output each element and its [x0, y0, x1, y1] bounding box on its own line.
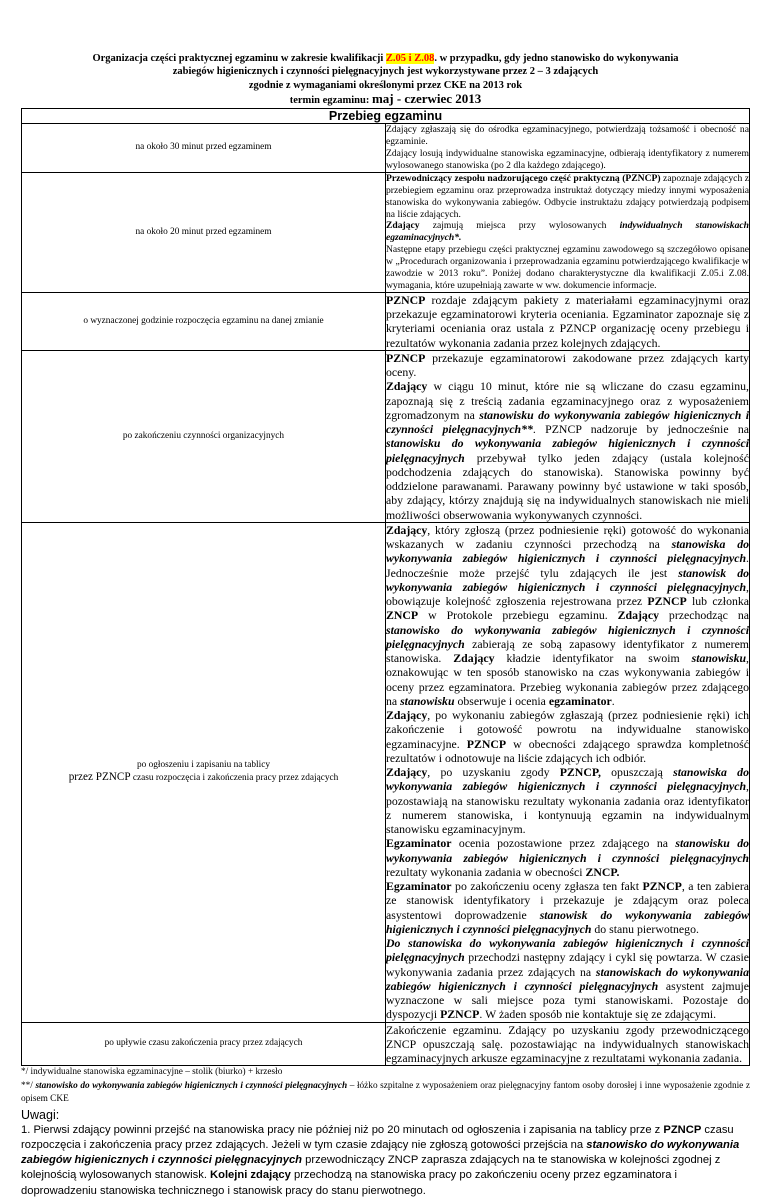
row-description: PZNCP rozdaje zdającym pakiety z materiałami egzaminacyjnymi oraz przekazuje egzaminatorowi kryteria oceniania. Egzaminator zapoznaje się z kryteriami oceniania oraz ustala z PZNCP organizację oceny przebiegu i rezultatów wykonania zadania przez kolejnych zdających.	[386, 292, 749, 350]
row-description: PZNCP przekazuje egzaminatorowi zakodowane przez zdających karty oceny. Zdający w ciągu 10 minut, które nie są wliczane do czasu egzaminu, zapoznają się z treścią zadania egzaminacyjnego oraz z wyposażeniem zgromadzonym na stanowisku do wykonywania zabiegów higienicznych i czynności pielęgnacyjnych**. PZNCP nadzoruje by jednocześnie na stanowisku do wykonywania zabiegów higienicznych i czynności pielęgnacyjnych przebywał tylko jeden zdający (ustala kolejność podchodzenia zdających do stanowiska). Stanowiska powinny być oddzielone parawanami. Parawany powinny być ustawione w taki sposób, aby zdający, którzy znajdują się na indywidualnych stanowiskach nie mieli możliwości obserwowania wykonywanych czynności.	[386, 350, 749, 522]
row-time-label: po zakończeniu czynności organizacyjnych	[22, 350, 386, 522]
exam-term: maj - czerwiec 2013	[371, 90, 482, 106]
row-time-label: po upływie czasu zakończenia pracy przez zdających	[22, 1022, 386, 1066]
remarks-heading: Uwagi:	[21, 1107, 60, 1122]
row-description: Przewodniczący zespołu nadzorującego część praktyczną (PZNCP) zapoznaje zdających z przebiegiem egzaminu oraz przeprowadza instruktaż dotyczący miedzy innymi wyposażenia stanowiska do wykonywania zabiegów. Odbycie instruktażu zdający potwierdzają podpisem na liście zdających. Zdający zajmują miejsca przy wylosowanych indywidualnych stanowiskach egzaminacyjnych*. Następne etapy przebiegu części praktycznej egzaminu zawodowego są szczegółowo opisane w „Procedurach organizowania i przeprowadzania egzaminu potwierdzającego kwalifikacje w zawodzie w 2013 roku”. Poniżej dodano charakterystyczne dla kwalifikacji Z.05.i Z.08. wymagania, które uzupełniają zawarte w ww. dokumencie informacje.	[386, 172, 749, 291]
row-time-label: po ogłoszeniu i zapisaniu na tablicy przez PZNCP czasu rozpoczęcia i zakończenia pracy przez zdających	[22, 522, 386, 1022]
table-row	[22, 522, 750, 1022]
row-description: Zdający, który zgłoszą (przez podniesienie ręki) gotowość do wykonania wskazanych w zadaniu czynności przechodzą na stanowiska do wykonywania zabiegów higienicznych i czynności pielęgnacyjnych. Jednocześnie może przejść tylu zdających ile jest stanowisk do wykonywania zabiegów higienicznych i czynności pielęgnacyjnych, obowiązuje kolejność zgłoszenia rejestrowana przez PZNCP lub członka ZNCP w Protokole przebiegu egzaminu. Zdający przechodząc na stanowisko do wykonywania zabiegów higienicznych i czynności pielęgnacyjnych zabierają ze sobą zapasowy identyfikator z numerem stanowiska. Zdający kładzie identyfikator na swoim stanowisku, oznakowując w ten sposób stanowisko na czas wykonywania zabiegów i oceny przez egzaminatora. Przebieg wykonania zabiegów przez zdającego na stanowisku obserwuje i ocenia egzaminator. Zdający, po wykonaniu zabiegów zgłaszają (przez podniesienie ręki) ich zakończenie i gotowość powrotu na indywidualne stanowisko egzaminacyjne. PZNCP w obecności zdającego sprawdza kompletność rezultatów i odnotowuje na liście zdających ich odbiór. Zdający, po uzyskaniu zgody PZNCP, opuszczają stanowiska do wykonywania zabiegów higienicznych i czynności pielęgnacyjnych, pozostawiają na stanowisku rezultaty wykonania zadania oraz identyfikator z numerem stanowiska, i kontynuują egzamin na indywidualnym stanowisku egzaminacyjnym. Egzaminator ocenia pozostawione przez zdającego na stanowisku do wykonywania zabiegów higienicznych i czynności pielęgnacyjnych rezultaty wykonania zadania w obecności ZNCP. Egzaminator po zakończeniu oceny zgłasza ten fakt PZNCP, a ten zabiera ze stanowisk identyfikatory i przekazuje je zdającym oraz poleca asystentowi doprowadzenie stanowisk do wykonywania zabiegów higienicznych i czynności pielęgnacyjnych do stanu pierwotnego. Do stanowiska do wykonywania zabiegów higienicznych i czynności pielęgnacyjnych przechodzi następny zdający i cykl się powtarza. W czasie wykonywania zadania przez zdających na stanowiskach do wykonywania zabiegów higienicznych i czynności pielęgnacyjnych asystent zajmuje wyznaczone w sali miejsce poza tymi stanowiskami. Pozostaje do dyspozycji PZNCP. W żaden sposób nie kontaktuje się ze zdającymi.	[386, 522, 750, 1022]
remarks-section	[21, 1107, 750, 1199]
table-row	[22, 1022, 750, 1066]
exam-schedule-table	[21, 108, 750, 1066]
row-description: Zdający zgłaszają się do ośrodka egzaminacyjnego, potwierdzają tożsamość i obecność na egzaminie. Zdający losują indywidualne stanowiska egzaminacyjne, odbierają identyfikatory z numerem wylosowanego stanowiska (po 2 dla każdego zdającego).	[386, 124, 749, 171]
table-row	[22, 292, 750, 350]
row-time-label: na około 30 minut przed egzaminem	[22, 124, 386, 173]
footnotes	[21, 1066, 750, 1107]
footnote-2: **/ stanowisko do wykonywania zabiegów higienicznych i czynności pielęgnacyjnych – łóżko szpitalne z wyposażeniem oraz pielęgnacyjny fantom osoby dorosłej i inne wyposażenie zgodnie z opisem CKE	[21, 1080, 750, 1105]
table-title-row	[22, 109, 750, 124]
remark-1: 1. Pierwsi zdający powinni przejść na stanowiska pracy nie później niż po 20 minutach od ogłoszenia i zapisania na tablicy prze z PZNCP czasu rozpoczęcia i zakończenia pracy przez zdających. Jeżeli w tym czasie zdający nie zgłoszą gotowości przejścia na stanowisko do wykonywania zabiegów higienicznych i czynności pielęgnacyjnych przewodniczący ZNCP zaprasza zdających na te stanowiska w kolejności zgodnej z kolejnością wylosowanych stanowisk. Kolejni zdający przechodzą na stanowiska pracy po zakończeniu oceny przez egzaminatora i doprowadzeniu stanowiska technicznego i stanowisk pracy do stanu pierwotnego.	[21, 1123, 740, 1197]
table-row	[22, 124, 750, 173]
header-line-4: termin egzaminu: maj - czerwiec 2013	[289, 90, 482, 106]
table-title: Przebieg egzaminu	[22, 109, 750, 124]
footnote-1: */ indywidualne stanowiska egzaminacyjne – stolik (biurko) + krzesło	[21, 1067, 283, 1078]
document-header	[21, 52, 750, 107]
row-time-label: o wyznaczonej godzinie rozpoczęcia egzaminu na danej zmianie	[22, 292, 386, 350]
row-time-label: na około 20 minut przed egzaminem	[22, 172, 386, 292]
highlighted-qualifications: Z.05 i Z.08	[385, 53, 435, 64]
row-description: Zakończenie egzaminu. Zdający po uzyskaniu zgody przewodniczącego ZNCP opuszczają salę. pozostawiając na indywidualnych stanowiskach egzaminacyjnych arkusze egzaminacyjne z rezultatami wykonania zadania.	[386, 1022, 749, 1066]
header-line-2: zabiegów higienicznych i czynności pielęgnacyjnych jest wykorzystywane przez 2 – 3 zdających	[172, 66, 599, 78]
table-row	[22, 172, 750, 292]
header-line-1: Organizacja części praktycznej egzaminu w zakresie kwalifikacji Z.05 i Z.08. w przypadku, gdy jedno stanowisko do wykonywania	[92, 53, 679, 64]
document-page	[21, 52, 750, 1199]
header-line-3: zgodnie z wymaganiami określonymi przez CKE na 2013 rok	[248, 79, 523, 91]
table-row	[22, 350, 750, 522]
